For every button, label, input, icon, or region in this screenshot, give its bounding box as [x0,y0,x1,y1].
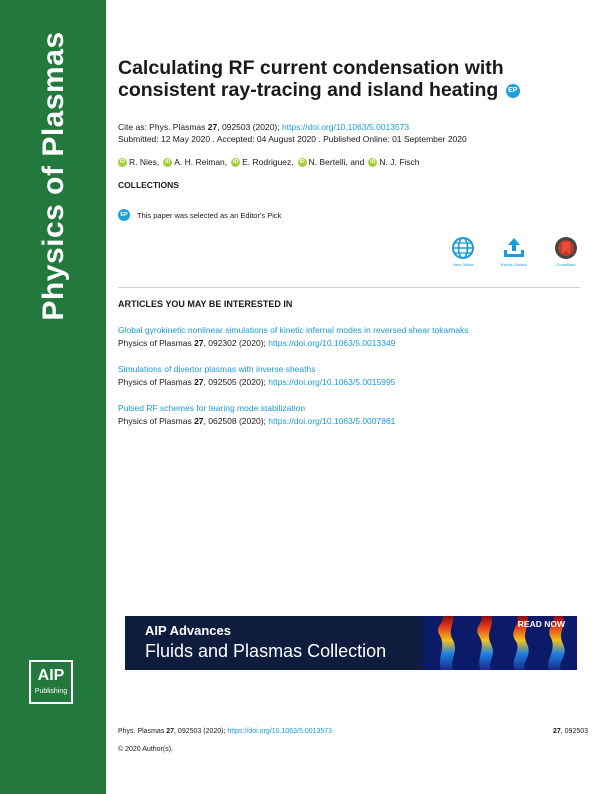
publication-dates: Submitted: 12 May 2020 . Accepted: 04 August 2020 . Published Online: 01 September 2020 [118,134,467,144]
related-article-title[interactable]: Simulations of divertor plasmas with inverse sheaths [118,364,316,374]
author-name[interactable]: E. Rodriguez, [242,157,294,167]
related-article-title[interactable]: Global gyrokinetic nonlinear simulations of kinetic infernal modes in reversed shear tokamaks [118,325,469,335]
citation-line [118,121,409,133]
cite-rest: , 092503 (2020); [217,122,282,132]
related-article-doi[interactable]: https://doi.org/10.1063/5.0013349 [268,338,396,348]
ad-journal-name: AIP Advances [145,623,231,638]
copyright-notice: © 2020 Author(s). [118,746,173,753]
related-article-ref [118,376,588,389]
export-citation-button[interactable] [496,236,532,267]
related-article-ref [118,415,588,428]
footer-cite-rest: , 092503 (2020); [174,728,228,735]
journal-sidebar [0,0,106,794]
related-article [118,324,588,350]
ref-journal: Physics of Plasmas [118,416,195,426]
footer-page-ref [553,728,588,735]
collections-heading: COLLECTIONS [118,180,179,190]
related-article-ref [118,337,588,350]
view-online-button[interactable] [445,236,481,267]
ref-rest: , 062508 (2020); [203,416,269,426]
aip-publishing-logo[interactable] [29,660,73,704]
paper-title [118,57,578,101]
related-article [118,363,588,389]
section-divider [118,287,580,288]
author-list [118,156,420,168]
export-citation-label: Export Citation [500,262,528,267]
footer-cite-volume: 27 [166,728,175,735]
related-article-doi[interactable]: https://doi.org/10.1063/5.0015995 [268,377,396,387]
author-name[interactable]: R. Nies, [129,157,160,167]
orcid-icon[interactable]: iD [233,158,239,165]
cite-volume: 27 [207,122,218,132]
footer-page-rest: , 092503 [560,728,588,735]
view-online-label: View Online [452,262,474,267]
related-article-doi[interactable]: https://doi.org/10.1063/5.0007861 [268,416,396,426]
paper-doi-link[interactable]: https://doi.org/10.1063/5.0013573 [281,122,410,132]
ref-rest: , 092505 (2020); [203,377,269,387]
ad-collection-name: Fluids and Plasmas Collection [145,641,387,661]
export-citation-icon [502,236,526,260]
ref-volume: 27 [194,338,204,348]
orcid-icon[interactable]: iD [120,158,125,165]
logo-line-publishing: Publishing [34,688,68,695]
ref-volume: 27 [194,416,204,426]
read-now-button[interactable]: READ NOW [517,619,565,629]
ref-journal: Physics of Plasmas [118,377,195,387]
cite-label: Cite as: Phys. Plasmas [118,122,208,132]
ref-volume: 27 [194,377,204,387]
editors-pick-text: This paper was selected as an Editor's Pick [137,210,282,220]
article-actions [445,236,585,276]
globe-icon [451,236,475,260]
author-name[interactable]: N. J. Fisch [379,157,420,167]
related-article [118,402,588,428]
editors-pick-note [118,209,281,221]
paper-title-text: Calculating RF current condensation with consistent ray-tracing and island heating [118,57,504,101]
ref-journal: Physics of Plasmas [118,338,195,348]
orcid-icon[interactable]: iD [299,158,305,165]
footer-cite-prefix: Phys. Plasmas [118,728,167,735]
crossmark-icon [554,236,578,260]
orcid-icon[interactable]: iD [165,158,171,165]
related-article-title[interactable]: Pulsed RF schemes for tearing mode stabilization [118,403,306,413]
ref-rest: , 092302 (2020); [203,338,269,348]
footer-page-volume: 27 [552,728,561,735]
author-name[interactable]: N. Bertelli, and [308,157,365,167]
advertisement-banner[interactable] [125,616,577,670]
related-articles-heading: ARTICLES YOU MAY BE INTERESTED IN [118,299,293,309]
journal-name: Physics of Plasmas [37,31,70,321]
logo-line-aip: AIP [37,667,65,684]
author-name[interactable]: A. H. Reiman, [174,157,228,167]
crossmark-button[interactable] [548,236,584,267]
footer-doi-link[interactable]: https://doi.org/10.1063/5.0013573 [227,728,333,735]
editors-pick-icon[interactable]: EP [118,209,130,221]
page-footer [118,728,588,735]
editors-pick-icon[interactable]: EP [506,84,520,98]
orcid-icon[interactable]: iD [370,158,376,165]
crossmark-label: CrossMark [556,262,576,267]
